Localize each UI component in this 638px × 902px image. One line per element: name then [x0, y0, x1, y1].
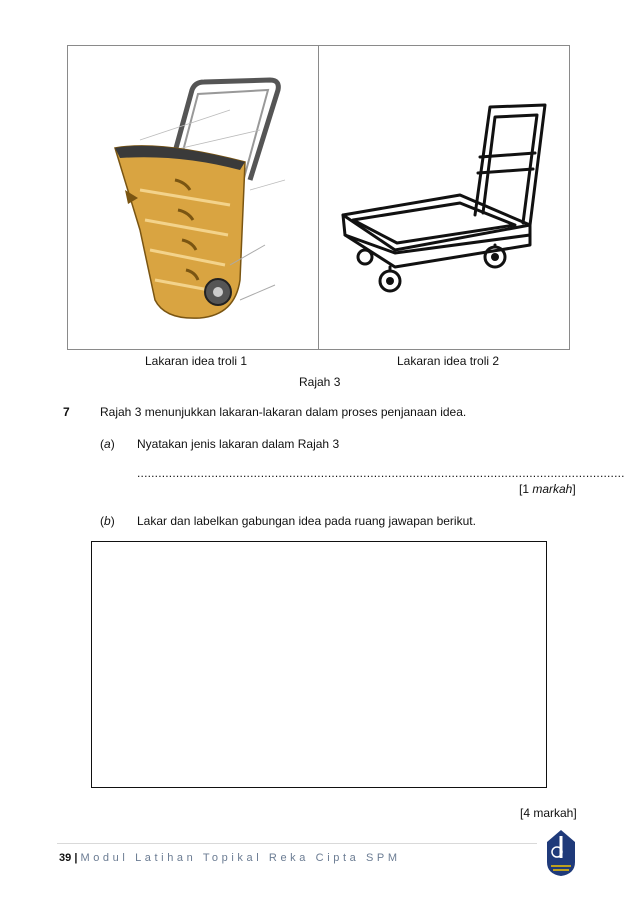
- part-b-text: Lakar dan labelkan gabungan idea pada ruang jawapan berikut.: [137, 514, 476, 528]
- part-a-mark: [1 markah]: [519, 482, 576, 496]
- figure-caption-1: Lakaran idea troli 1: [145, 354, 248, 368]
- answer-box-b[interactable]: [91, 541, 547, 788]
- ministry-logo-icon: [543, 828, 579, 878]
- part-a-label: (a): [100, 437, 115, 451]
- footer-separator: |: [74, 852, 78, 864]
- page-number: 39: [59, 852, 72, 864]
- question-stem: Rajah 3 menunjukkan lakaran-lakaran dalam proses penjanaan idea.: [100, 405, 467, 419]
- trolley-sketch-1: [100, 70, 290, 330]
- part-a-text: Nyatakan jenis lakaran dalam Rajah 3: [137, 437, 340, 451]
- figure-divider: [318, 45, 319, 350]
- trolley-sketch-2: [335, 95, 555, 295]
- footer-title: Modul Latihan Topikal Reka Cipta SPM: [80, 852, 401, 864]
- part-b-label: (b): [100, 514, 115, 528]
- page-footer: [59, 852, 401, 864]
- answer-line-a[interactable]: ..........................................................................................................................................: [137, 466, 625, 480]
- figure-label: Rajah 3: [299, 375, 341, 389]
- footer-divider: [57, 843, 537, 844]
- question-number: 7: [63, 405, 70, 419]
- figure-caption-2: Lakaran idea troli 2: [397, 354, 500, 368]
- part-b-mark: [4 markah]: [520, 806, 577, 820]
